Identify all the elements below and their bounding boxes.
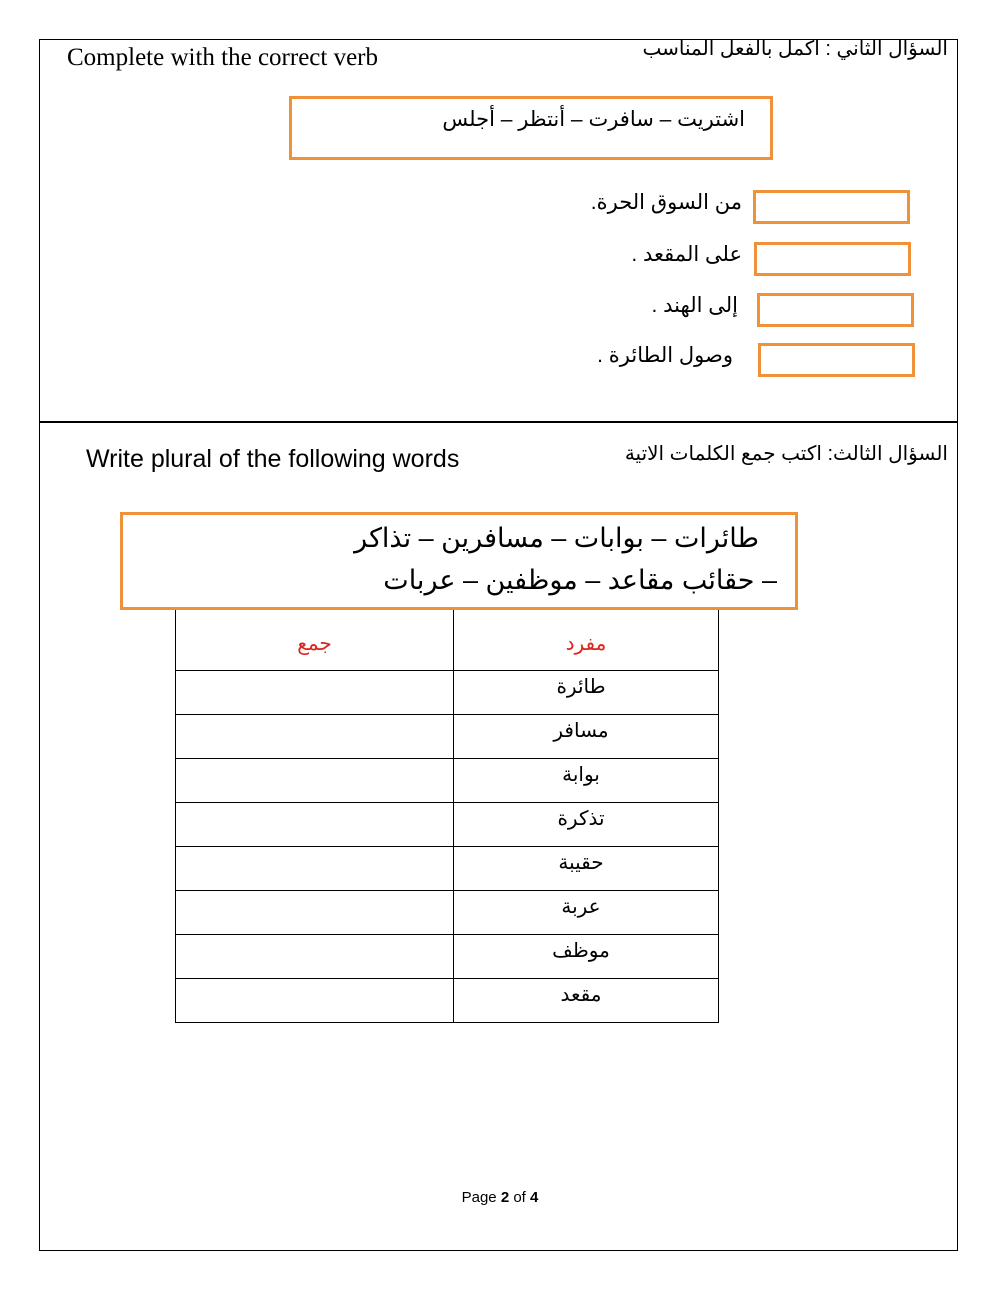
question3-title-ar: السؤال الثالث: اكتب جمع الكلمات الاتية bbox=[624, 443, 948, 465]
question2-title-ar: السؤال الثاني : اكمل بالفعل المناسب bbox=[642, 38, 948, 60]
plural-answer-cell[interactable] bbox=[176, 759, 454, 803]
singular-word: حقيبة bbox=[558, 852, 604, 874]
plural-word-bank-line2: – حقائب مقاعد – موظفين – عربات bbox=[383, 565, 777, 595]
answer-box-3[interactable] bbox=[757, 293, 914, 327]
singular-cell bbox=[454, 671, 719, 715]
verb-word-bank bbox=[289, 96, 773, 160]
singular-word: مقعد bbox=[560, 984, 602, 1006]
verb-word-bank-text: اشتريت – سافرت – أنتظر – أجلس bbox=[442, 108, 745, 131]
singular-cell bbox=[454, 759, 719, 803]
plural-answer-cell[interactable] bbox=[176, 803, 454, 847]
plural-answer-cell[interactable] bbox=[176, 935, 454, 979]
singular-word: بوابة bbox=[562, 764, 600, 786]
table-row bbox=[176, 979, 719, 1023]
table-row bbox=[176, 847, 719, 891]
sentence-4: وصول الطائرة . bbox=[597, 344, 733, 367]
singular-word: موظف bbox=[552, 940, 610, 962]
header-plural: جمع bbox=[176, 604, 454, 671]
answer-box-4[interactable] bbox=[758, 343, 915, 377]
singular-word: تذكرة bbox=[557, 808, 605, 830]
page-footer bbox=[0, 1189, 1000, 1206]
table-row bbox=[176, 715, 719, 759]
plural-word-bank-line1: طائرات – بوابات – مسافرين – تذاكر bbox=[354, 523, 759, 553]
singular-cell bbox=[454, 847, 719, 891]
singular-word: مسافر bbox=[553, 720, 609, 742]
answer-box-1[interactable] bbox=[753, 190, 910, 224]
table-header-row bbox=[176, 604, 719, 671]
singular-cell bbox=[454, 715, 719, 759]
section-divider bbox=[39, 421, 958, 423]
footer-total-pages: 4 bbox=[530, 1189, 539, 1206]
sentence-3: إلى الهند . bbox=[651, 294, 738, 317]
question2-title-en: Complete with the correct verb bbox=[67, 44, 378, 71]
footer-of-label: of bbox=[513, 1189, 526, 1206]
singular-cell bbox=[454, 891, 719, 935]
question3-title-en: Write plural of the following words bbox=[86, 445, 460, 473]
plural-table bbox=[175, 603, 719, 1023]
header-singular: مفرد bbox=[454, 604, 719, 671]
plural-word-bank bbox=[120, 512, 798, 610]
footer-page-label: Page bbox=[461, 1189, 497, 1206]
plural-answer-cell[interactable] bbox=[176, 671, 454, 715]
plural-answer-cell[interactable] bbox=[176, 979, 454, 1023]
singular-cell bbox=[454, 979, 719, 1023]
table-row bbox=[176, 671, 719, 715]
plural-answer-cell[interactable] bbox=[176, 891, 454, 935]
table-row bbox=[176, 935, 719, 979]
sentence-1: من السوق الحرة. bbox=[590, 191, 742, 214]
plural-answer-cell[interactable] bbox=[176, 715, 454, 759]
table-row bbox=[176, 803, 719, 847]
singular-cell bbox=[454, 803, 719, 847]
singular-word: عربة bbox=[561, 896, 601, 918]
table-row bbox=[176, 759, 719, 803]
answer-box-2[interactable] bbox=[754, 242, 911, 276]
table-row bbox=[176, 891, 719, 935]
singular-word: طائرة bbox=[556, 676, 606, 698]
singular-cell bbox=[454, 935, 719, 979]
sentence-2: على المقعد . bbox=[631, 243, 742, 266]
plural-answer-cell[interactable] bbox=[176, 847, 454, 891]
footer-current-page: 2 bbox=[500, 1189, 510, 1206]
